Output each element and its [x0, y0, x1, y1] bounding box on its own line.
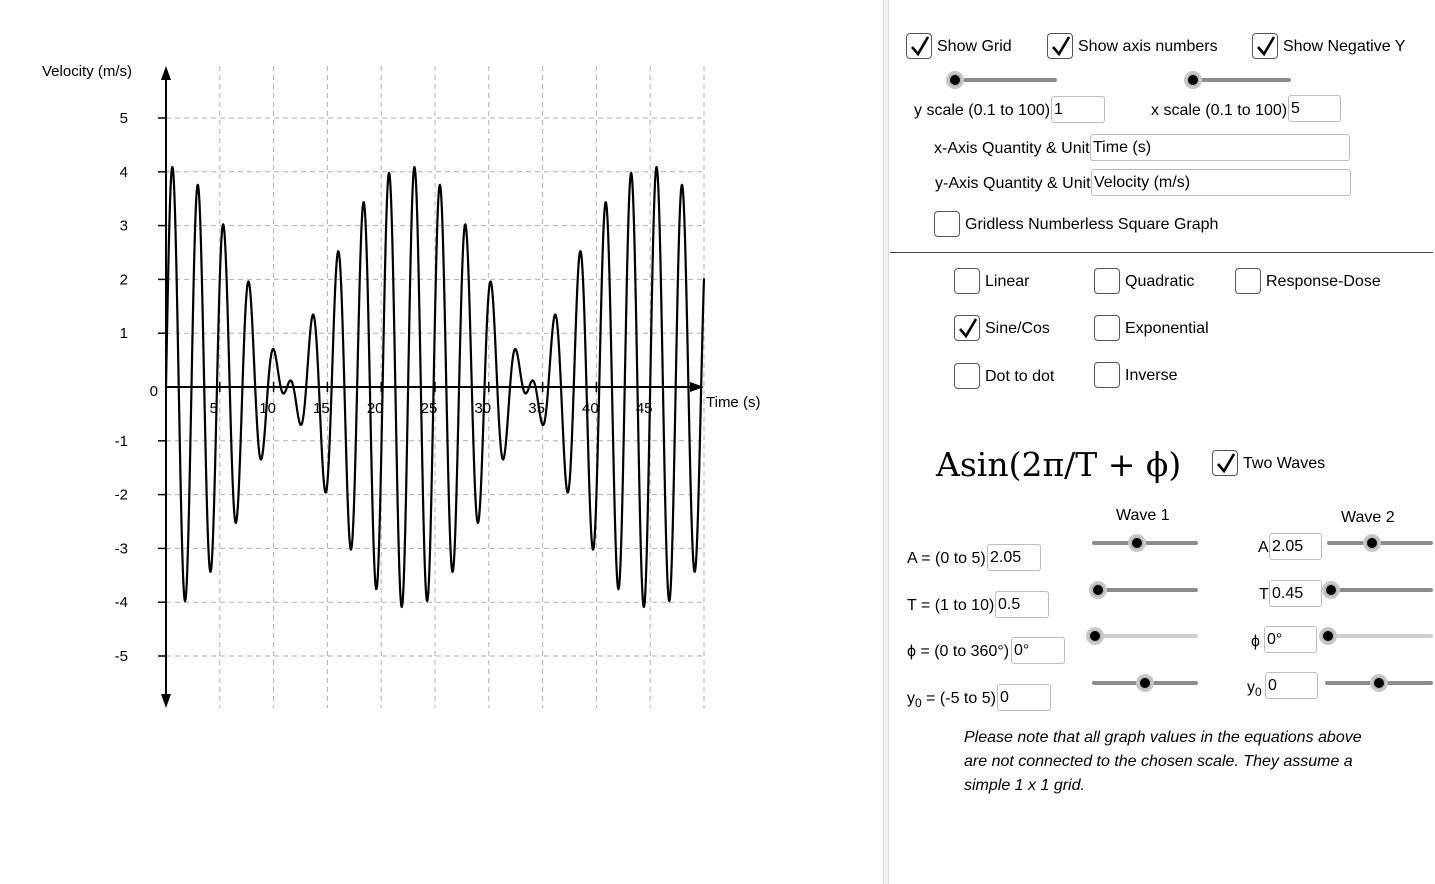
x-axis-label: Time (s) [706, 394, 761, 411]
scale-note: Please note that all graph values in the equations above are not connected to the chosen scale. They assume a simple 1 x 1 grid. [964, 729, 1362, 794]
w1-a-slider[interactable] [1092, 534, 1198, 552]
w2-phi-label: ϕ [1251, 633, 1260, 650]
w2-a-slider[interactable] [1327, 534, 1433, 552]
x-scale-input[interactable]: 5 [1288, 95, 1341, 122]
linear-checkbox[interactable] [954, 268, 980, 294]
x-tick-label: 40 [582, 400, 599, 417]
x-tick-label: 10 [259, 400, 276, 417]
y-axis-unit-label: y-Axis Quantity & Unit [935, 175, 1091, 192]
x-scale-label: x scale (0.1 to 100) [1151, 102, 1288, 119]
exponential-label: Exponential [1125, 320, 1209, 337]
panel-divider[interactable] [883, 0, 889, 884]
dot-to-dot-label: Dot to dot [985, 368, 1055, 385]
quadratic-label: Quadratic [1125, 273, 1195, 290]
show-axis-numbers-label: Show axis numbers [1078, 38, 1218, 55]
w2-phi-slider[interactable] [1319, 627, 1433, 645]
show-grid-checkbox[interactable] [906, 33, 932, 59]
y-axis-unit-input[interactable]: Velocity (m/s) [1091, 169, 1351, 196]
w1-y0-input[interactable]: 0 [997, 684, 1051, 711]
w1-t-input[interactable]: 0.5 [995, 591, 1049, 618]
show-negative-y-label: Show Negative Y [1283, 38, 1406, 55]
w2-t-slider[interactable] [1322, 581, 1433, 599]
show-negative-y-checkbox[interactable] [1252, 33, 1278, 59]
w1-y0-slider[interactable] [1092, 674, 1198, 692]
w2-y0-input[interactable]: 0 [1265, 672, 1318, 699]
gridless-checkbox[interactable] [934, 211, 960, 237]
checkmark-icon [910, 35, 930, 57]
y-tick-label: 4 [119, 163, 128, 181]
w2-y0-slider[interactable] [1325, 674, 1433, 692]
x-tick-label: 30 [474, 400, 492, 417]
w2-a-label: A [1258, 539, 1269, 556]
axes [158, 66, 704, 708]
w1-t-slider[interactable] [1089, 581, 1198, 599]
y-scale-slider[interactable] [946, 71, 1057, 89]
y-axis-arrow-up [161, 66, 171, 80]
x-tick-label: 15 [313, 400, 330, 417]
w1-phi-slider[interactable] [1086, 627, 1198, 645]
wave1-title: Wave 1 [1116, 507, 1170, 524]
x-scale-slider[interactable] [1184, 71, 1291, 89]
x-tick-label: 5 [209, 400, 218, 417]
x-tick-label: 25 [420, 400, 438, 417]
show-axis-numbers-checkbox[interactable] [1047, 33, 1073, 59]
formula: Asin(2π/T + ϕ) [936, 445, 1182, 484]
w1-a-input[interactable]: 2.05 [987, 544, 1041, 571]
x-tick-label: 35 [528, 400, 545, 417]
y-tick-label: -1 [114, 432, 128, 450]
two-waves-label: Two Waves [1243, 455, 1326, 472]
linear-label: Linear [985, 273, 1030, 290]
y-tick-label: -2 [114, 486, 128, 504]
checkmark-icon [1051, 35, 1071, 57]
checkmark-icon [1256, 35, 1276, 57]
y-tick-label: -3 [114, 540, 128, 558]
w1-phi-input[interactable]: 0° [1011, 637, 1065, 664]
w1-phi-label: ϕ = (0 to 360°) [907, 643, 1010, 660]
sine-cos-checkbox[interactable] [954, 315, 980, 341]
dot-to-dot-checkbox[interactable] [954, 363, 980, 389]
y-tick-label: -5 [114, 648, 128, 665]
checkmark-icon [1216, 452, 1236, 474]
w1-t-label: T = (1 to 10) [907, 597, 995, 614]
w2-t-input[interactable]: 0.45 [1269, 580, 1322, 607]
w1-y0-label: $y_0 = (-5$ to 5) [907, 690, 996, 711]
y-tick-label: 3 [119, 217, 128, 235]
exponential-checkbox[interactable] [1094, 315, 1120, 341]
y-scale-label: y scale (0.1 to 100) [914, 102, 1051, 119]
y-tick-label: 5 [119, 110, 128, 127]
show-grid-label: Show Grid [937, 38, 1012, 55]
y-tick-label: 1 [119, 325, 128, 343]
y-axis-arrow-down [161, 694, 171, 708]
inverse-checkbox[interactable] [1094, 362, 1120, 388]
sine-cos-label: Sine/Cos [985, 320, 1050, 337]
response-dose-checkbox[interactable] [1235, 268, 1261, 294]
response-dose-label: Response-Dose [1266, 273, 1381, 290]
x-tick-label: 20 [366, 400, 384, 417]
x-axis-unit-label: x-Axis Quantity & Unit [934, 140, 1090, 157]
wave2-title: Wave 2 [1341, 509, 1395, 526]
checkmark-icon [958, 317, 978, 339]
w1-a-label: A = (0 to 5) [907, 550, 986, 567]
x-tick-label: 45 [635, 400, 653, 417]
section-divider [890, 252, 1433, 253]
w2-phi-input[interactable]: 0° [1264, 626, 1317, 653]
x-axis-unit-input[interactable]: Time (s) [1090, 134, 1350, 161]
w2-t-label: T [1259, 586, 1269, 603]
w2-y0-label: $y_0$ [1247, 679, 1262, 700]
y-tick-label: 2 [119, 271, 128, 289]
two-waves-checkbox[interactable] [1212, 450, 1238, 476]
gridless-label: Gridless Numberless Square Graph [965, 216, 1219, 233]
inverse-label: Inverse [1125, 367, 1178, 384]
y-tick-label: 0 [149, 383, 158, 400]
quadratic-checkbox[interactable] [1094, 268, 1120, 294]
y-scale-input[interactable]: 1 [1051, 96, 1105, 123]
y-tick-label: -4 [114, 594, 128, 612]
y-axis-label: Velocity (m/s) [42, 63, 133, 80]
w2-a-input[interactable]: 2.05 [1269, 533, 1322, 560]
